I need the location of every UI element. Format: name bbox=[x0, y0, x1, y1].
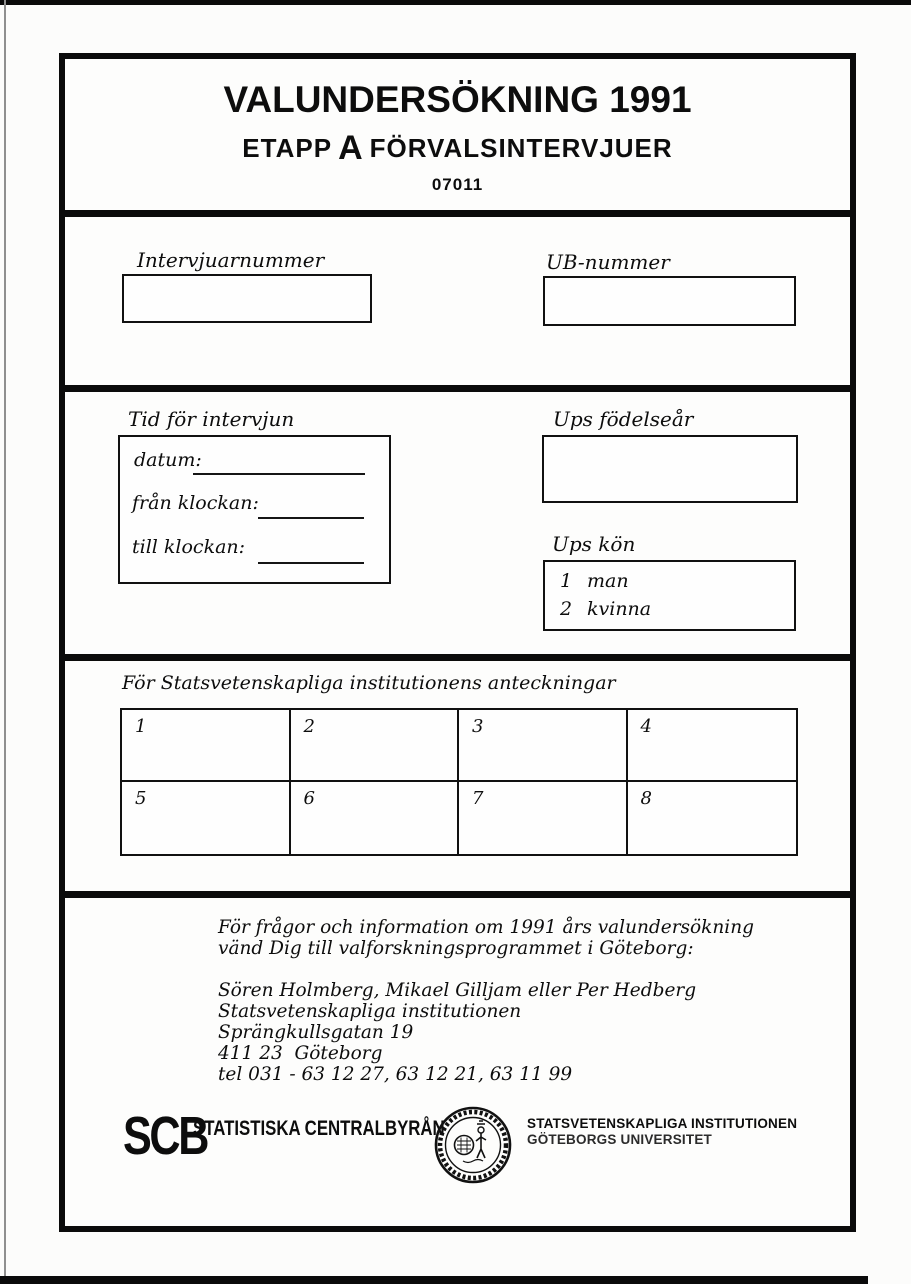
notes-cell-2[interactable]: 2 bbox=[291, 710, 460, 782]
contact-names-line: Sören Holmberg, Mikael Gilljam eller Per Hedberg bbox=[218, 980, 697, 1001]
time-respondent-section bbox=[65, 392, 850, 661]
sex-option-kvinna-text: kvinna bbox=[587, 598, 652, 620]
notes-table bbox=[120, 708, 798, 856]
notes-title: För Statsvetenskapliga institutionens anteckningar bbox=[122, 672, 616, 694]
notes-cell-4[interactable]: 4 bbox=[628, 710, 797, 782]
sex-option-man-code: 1 bbox=[559, 570, 573, 592]
sex-option-man[interactable] bbox=[545, 570, 794, 592]
sex-option-man-text: man bbox=[587, 570, 629, 592]
notes-cell-7[interactable]: 7 bbox=[459, 782, 628, 854]
notes-cell-3[interactable]: 3 bbox=[459, 710, 628, 782]
contact-intro-line: För frågor och information om 1991 års valundersökning bbox=[218, 917, 754, 938]
form-subtitle bbox=[242, 129, 672, 168]
identifier-section bbox=[65, 217, 850, 392]
subtitle-prefix: ETAPP bbox=[242, 132, 333, 163]
scb-name-text: STATISTISKA CENTRALBYRÅN bbox=[193, 1117, 445, 1140]
ub-number-field[interactable] bbox=[543, 276, 796, 326]
contact-phone-line: tel 031 - 63 12 27, 63 12 21, 63 11 99 bbox=[218, 1064, 573, 1085]
form-title: VALUNDERSÖKNING 1991 bbox=[223, 79, 692, 120]
institution-line2: GÖTEBORGS UNIVERSITET bbox=[527, 1131, 712, 1147]
contact-spacer bbox=[218, 959, 754, 980]
to-time-label: till klockan: bbox=[132, 536, 246, 558]
date-write-line[interactable] bbox=[193, 473, 365, 475]
form-code: 07011 bbox=[431, 174, 484, 194]
contact-city-line: 411 23 Göteborg bbox=[218, 1043, 383, 1064]
sex-option-kvinna-code: 2 bbox=[559, 598, 573, 620]
notes-cell-8[interactable]: 8 bbox=[640, 788, 652, 809]
scb-logo: SCB bbox=[123, 1106, 208, 1166]
to-time-write-line[interactable] bbox=[258, 562, 364, 564]
from-time-write-line[interactable] bbox=[258, 517, 364, 519]
interviewer-number-field[interactable] bbox=[122, 274, 372, 323]
form-outline bbox=[59, 53, 856, 1232]
interviewer-number-label: Intervjuarnummer bbox=[137, 248, 325, 272]
stage-letter: A bbox=[338, 128, 364, 167]
university-seal-icon bbox=[433, 1105, 513, 1185]
sex-options-box bbox=[543, 560, 796, 631]
notes-cell-5[interactable]: 5 bbox=[122, 782, 291, 854]
contact-block bbox=[218, 917, 754, 1085]
ub-number-label: UB-nummer bbox=[546, 250, 670, 274]
scan-edge-left bbox=[4, 0, 6, 1284]
sex-option-kvinna[interactable] bbox=[545, 598, 794, 620]
institution-line1: STATSVETENSKAPLIGA INSTITUTIONEN bbox=[527, 1116, 798, 1131]
date-label: datum: bbox=[134, 449, 202, 471]
institution-text bbox=[527, 1116, 797, 1147]
from-time-label: från klockan: bbox=[132, 492, 259, 514]
interview-time-box bbox=[118, 435, 391, 584]
subtitle-suffix: FÖRVALSINTERVJUER bbox=[369, 132, 673, 163]
notes-cell-1[interactable]: 1 bbox=[122, 710, 291, 782]
birth-year-label: Ups födelseår bbox=[553, 407, 694, 431]
sex-label: Ups kön bbox=[552, 532, 636, 556]
contact-street-line: Sprängkullsgatan 19 bbox=[218, 1022, 414, 1043]
contact-section bbox=[65, 898, 850, 1226]
header-section bbox=[65, 59, 850, 217]
scan-edge-bottom bbox=[0, 1276, 868, 1284]
birth-year-field[interactable] bbox=[542, 435, 798, 503]
notes-section bbox=[65, 661, 850, 898]
notes-cell-6[interactable]: 6 bbox=[291, 782, 460, 854]
interview-time-title: Tid för intervjun bbox=[128, 407, 295, 431]
scan-edge-top bbox=[0, 0, 911, 5]
contact-institution-line: Statsvetenskapliga institutionen bbox=[218, 1001, 522, 1022]
contact-intro-line: vänd Dig till valforskningsprogrammet i Göteborg: bbox=[218, 938, 694, 959]
